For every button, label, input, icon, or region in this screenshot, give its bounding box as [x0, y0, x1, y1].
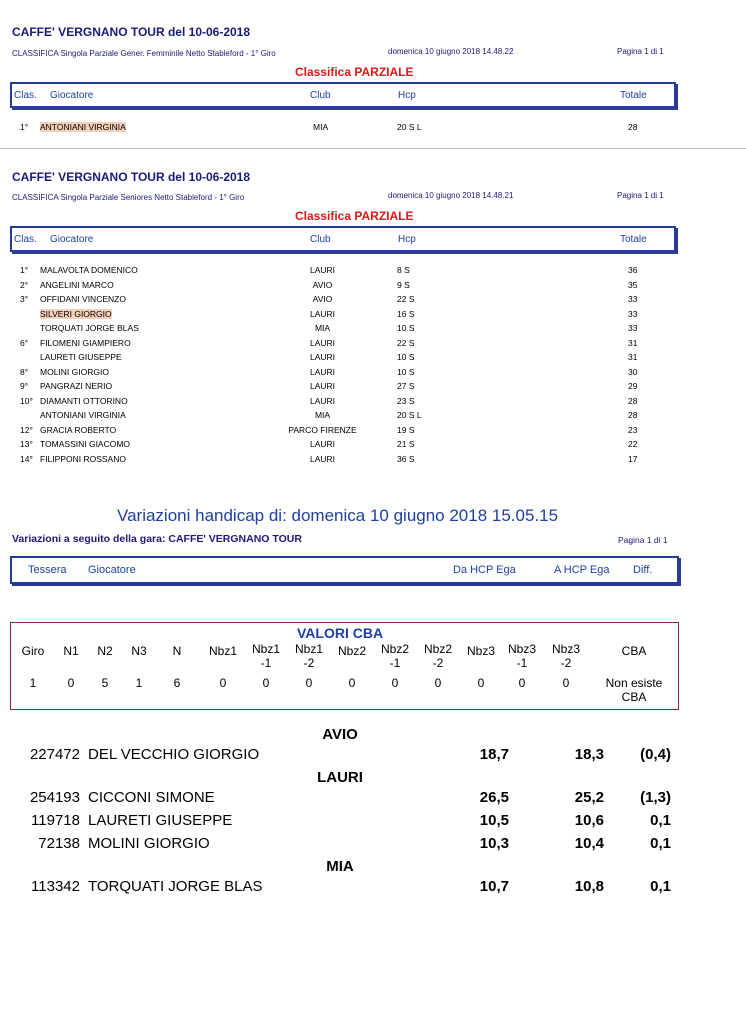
cba-header: Nbz3 -1	[507, 642, 536, 670]
cba-header: Giro	[21, 644, 45, 658]
row-hcp: 10 S	[397, 366, 415, 377]
row-pos: 6°	[20, 337, 29, 348]
section2-subtitle: CLASSIFICA Singola Parziale Seniores Netto Stableford - 1° Giro	[12, 193, 245, 202]
da-hcp-value: 10,5	[479, 812, 509, 829]
table-row	[0, 352, 746, 366]
row-hcp: 27 S	[397, 381, 415, 391]
row-name: FILIPPONI ROSSANO	[40, 453, 126, 464]
cba-value: 0	[391, 676, 399, 690]
row-tot: 30	[628, 366, 638, 377]
table-row	[0, 381, 746, 395]
row-hcp: 21 S	[397, 439, 415, 449]
row-club: MIA	[314, 323, 331, 333]
row-hcp: 10 S	[397, 352, 415, 362]
diff-value: 0,1	[650, 835, 671, 852]
table-row	[0, 396, 746, 410]
row-club: LAURI	[309, 453, 336, 464]
cba-value: 0	[262, 676, 270, 690]
row-name: OFFIDANI VINCENZO	[40, 294, 126, 304]
row-tot: 17	[628, 453, 638, 464]
section3-header-box	[10, 556, 679, 584]
table-row	[0, 280, 746, 294]
row-hcp: 8 S	[397, 265, 410, 275]
row-club: LAURI	[309, 439, 336, 449]
cba-header: Nbz3 -2	[551, 642, 580, 670]
a-hcp-value: 10,8	[574, 878, 604, 895]
table-row	[0, 265, 746, 279]
table-row	[0, 294, 746, 308]
row-tot: 23	[628, 424, 638, 435]
cba-value: Non esiste CBA	[605, 676, 663, 704]
club-heading: MIA	[326, 858, 354, 875]
header-giocatore: Giocatore	[88, 564, 136, 576]
row-name: TOMASSINI GIACOMO	[40, 439, 131, 449]
divider	[0, 148, 746, 149]
tessera-value: 72138	[38, 835, 80, 852]
section2-datetime: domenica 10 giugno 2018 14.48.21	[388, 191, 514, 200]
row-pos: 2°	[20, 279, 29, 290]
table-row	[0, 439, 746, 453]
row-pos: 10°	[20, 395, 33, 406]
row-club: AVIO	[312, 294, 333, 304]
cba-header: N3	[131, 644, 147, 658]
header-giocatore: Giocatore	[50, 90, 94, 101]
row-tot: 31	[628, 337, 638, 348]
row-tot: 35	[628, 279, 638, 290]
diff-value: 0,1	[650, 812, 671, 829]
section2-header-box	[10, 226, 676, 252]
section1-datetime: domenica 10 giugno 2018 14.48.22	[388, 47, 514, 56]
row-club: LAURI	[309, 337, 336, 348]
row-pos: 3°	[20, 294, 29, 304]
a-hcp-value: 25,2	[574, 789, 604, 806]
cba-value: 0	[219, 676, 227, 690]
section2-title: CAFFE' VERGNANO TOUR del 10-06-2018	[12, 170, 251, 184]
table-row	[0, 309, 746, 323]
row-name: PANGRAZI NERIO	[40, 381, 113, 391]
row-name: LAURETI GIUSEPPE	[40, 352, 122, 362]
row-tot: 33	[628, 323, 638, 333]
table-row	[0, 122, 746, 136]
cba-header: Nbz1 -1	[251, 642, 280, 670]
section2-classifica: Classifica PARZIALE	[295, 209, 414, 223]
row-pos: 12°	[20, 424, 33, 435]
row-name: MOLINI GIORGIO	[40, 366, 109, 377]
header-clas: Clas.	[14, 90, 37, 101]
player-name: DEL VECCHIO GIORGIO	[88, 746, 260, 763]
header-a-hcp: A HCP Ega	[554, 564, 610, 576]
header-club: Club	[310, 234, 331, 245]
row-tot: 33	[628, 308, 638, 319]
table-row	[0, 323, 746, 337]
a-hcp-value: 10,6	[574, 812, 604, 829]
row-hcp: 23 S	[397, 395, 415, 406]
row-pos: 13°	[20, 439, 33, 449]
section1-page: Pagina 1 di 1	[617, 47, 664, 56]
cba-value: 1	[135, 676, 143, 690]
cba-header: N1	[63, 644, 79, 658]
variation-row	[0, 746, 746, 764]
row-tot: 36	[628, 265, 638, 275]
variation-row	[0, 812, 746, 830]
row-name: DIAMANTI OTTORINO	[40, 395, 128, 406]
section2-page: Pagina 1 di 1	[617, 191, 664, 200]
cba-header: Nbz1 -2	[294, 642, 323, 670]
tessera-value: 254193	[29, 789, 80, 806]
da-hcp-value: 10,3	[479, 835, 509, 852]
cba-value: 5	[101, 676, 109, 690]
cba-value: 0	[348, 676, 356, 690]
diff-value: (0,4)	[640, 746, 671, 763]
row-pos: 1°	[20, 122, 29, 132]
cba-value: 1	[29, 676, 37, 690]
row-club: LAURI	[309, 395, 336, 406]
row-tot: 22	[628, 439, 638, 449]
row-pos: 14°	[20, 453, 33, 464]
club-heading: AVIO	[322, 726, 358, 743]
section3-heading: Variazioni handicap di: domenica 10 giugno 2018 15.05.15	[117, 506, 559, 525]
cba-value: 6	[173, 676, 181, 690]
row-tot: 29	[628, 381, 638, 391]
row-club: LAURI	[309, 352, 336, 362]
cba-header: CBA	[621, 644, 647, 658]
row-pos: 9°	[20, 381, 29, 391]
header-tessera: Tessera	[28, 564, 67, 576]
row-club: LAURI	[309, 308, 336, 319]
row-name: SILVERI GIORGIO	[40, 308, 112, 319]
section1-title: CAFFE' VERGNANO TOUR del 10-06-2018	[12, 25, 251, 39]
row-tot: 28	[628, 122, 638, 132]
row-tot: 33	[628, 294, 638, 304]
row-hcp: 22 S	[397, 294, 415, 304]
variation-row	[0, 878, 746, 896]
header-totale: Totale	[620, 90, 647, 101]
row-hcp: 10 S	[397, 323, 415, 333]
da-hcp-value: 18,7	[479, 746, 509, 763]
cba-header: N	[172, 644, 182, 658]
cba-header: Nbz2	[337, 644, 366, 658]
header-club: Club	[310, 90, 331, 101]
header-hcp: Hcp	[398, 90, 416, 101]
section3-subtitle: Variazioni a seguito della gara: CAFFE' VERGNANO TOUR	[12, 533, 302, 545]
da-hcp-value: 26,5	[479, 789, 509, 806]
header-hcp: Hcp	[398, 234, 416, 245]
table-row	[0, 454, 746, 468]
a-hcp-value: 10,4	[574, 835, 604, 852]
table-row	[0, 425, 746, 439]
header-diff: Diff.	[633, 564, 653, 576]
cba-value: 0	[67, 676, 75, 690]
row-name: MALAVOLTA DOMENICO	[40, 265, 138, 275]
row-name: ANTONIANI VIRGINIA	[40, 122, 126, 132]
tessera-value: 113342	[31, 878, 80, 895]
cba-header: Nbz1	[208, 644, 237, 658]
row-hcp: 20 S L	[397, 410, 422, 420]
row-club: LAURI	[309, 265, 336, 275]
row-pos: 8°	[20, 366, 29, 377]
cba-value: 0	[562, 676, 570, 690]
row-name: GRACIA ROBERTO	[40, 424, 117, 435]
tessera-value: 119718	[31, 812, 80, 829]
header-da-hcp: Da HCP Ega	[453, 564, 516, 576]
row-club: LAURI	[309, 366, 336, 377]
diff-value: (1,3)	[640, 789, 671, 806]
player-name: MOLINI GIORGIO	[88, 835, 210, 852]
row-pos: 1°	[20, 265, 29, 275]
header-totale: Totale	[620, 234, 647, 245]
header-giocatore: Giocatore	[50, 234, 94, 245]
row-club: AVIO	[312, 279, 333, 290]
row-club: MIA	[314, 410, 331, 420]
cba-header: Nbz3	[466, 644, 495, 658]
a-hcp-value: 18,3	[574, 746, 604, 763]
row-name: ANTONIANI VIRGINIA	[40, 410, 126, 420]
table-row	[0, 410, 746, 424]
row-hcp: 9 S	[397, 279, 410, 290]
row-club: LAURI	[309, 381, 336, 391]
player-name: LAURETI GIUSEPPE	[88, 812, 233, 829]
row-tot: 28	[628, 395, 638, 406]
variation-row	[0, 789, 746, 807]
row-club: MIA	[313, 122, 329, 132]
row-hcp: 16 S	[397, 308, 415, 319]
row-tot: 28	[628, 410, 638, 420]
cba-value: 0	[477, 676, 485, 690]
cba-header: N2	[97, 644, 113, 658]
club-heading: LAURI	[317, 769, 363, 786]
cba-value: 0	[434, 676, 442, 690]
player-name: CICCONI SIMONE	[88, 789, 215, 806]
da-hcp-value: 10,7	[479, 878, 509, 895]
section1-subtitle: CLASSIFICA Singola Parziale Gener. Femminile Netto Stableford - 1° Giro	[12, 49, 276, 58]
cba-value: 0	[518, 676, 526, 690]
cba-value: 0	[305, 676, 313, 690]
row-hcp: 20 S L	[397, 122, 422, 132]
cba-header: Nbz2 -1	[380, 642, 409, 670]
row-hcp: 36 S	[397, 453, 415, 464]
row-name: FILOMENI GIAMPIERO	[40, 337, 131, 348]
table-row	[0, 367, 746, 381]
cba-title: VALORI CBA	[297, 625, 384, 641]
section3-page: Pagina 1 di 1	[618, 535, 668, 545]
row-name: TORQUATI JORGE BLAS	[40, 323, 139, 333]
row-hcp: 19 S	[397, 424, 415, 435]
section1-header-box	[10, 82, 676, 108]
header-clas: Clas.	[14, 234, 37, 245]
row-name: ANGELINI MARCO	[40, 279, 114, 290]
player-name: TORQUATI JORGE BLAS	[88, 878, 263, 895]
tessera-value: 227472	[29, 746, 80, 763]
table-row	[0, 338, 746, 352]
cba-header: Nbz2 -2	[423, 642, 452, 670]
row-tot: 31	[628, 352, 638, 362]
diff-value: 0,1	[650, 878, 671, 895]
row-club: PARCO FIRENZE	[288, 424, 357, 435]
section1-classifica: Classifica PARZIALE	[295, 65, 414, 79]
variation-row	[0, 835, 746, 853]
row-hcp: 22 S	[397, 337, 415, 348]
